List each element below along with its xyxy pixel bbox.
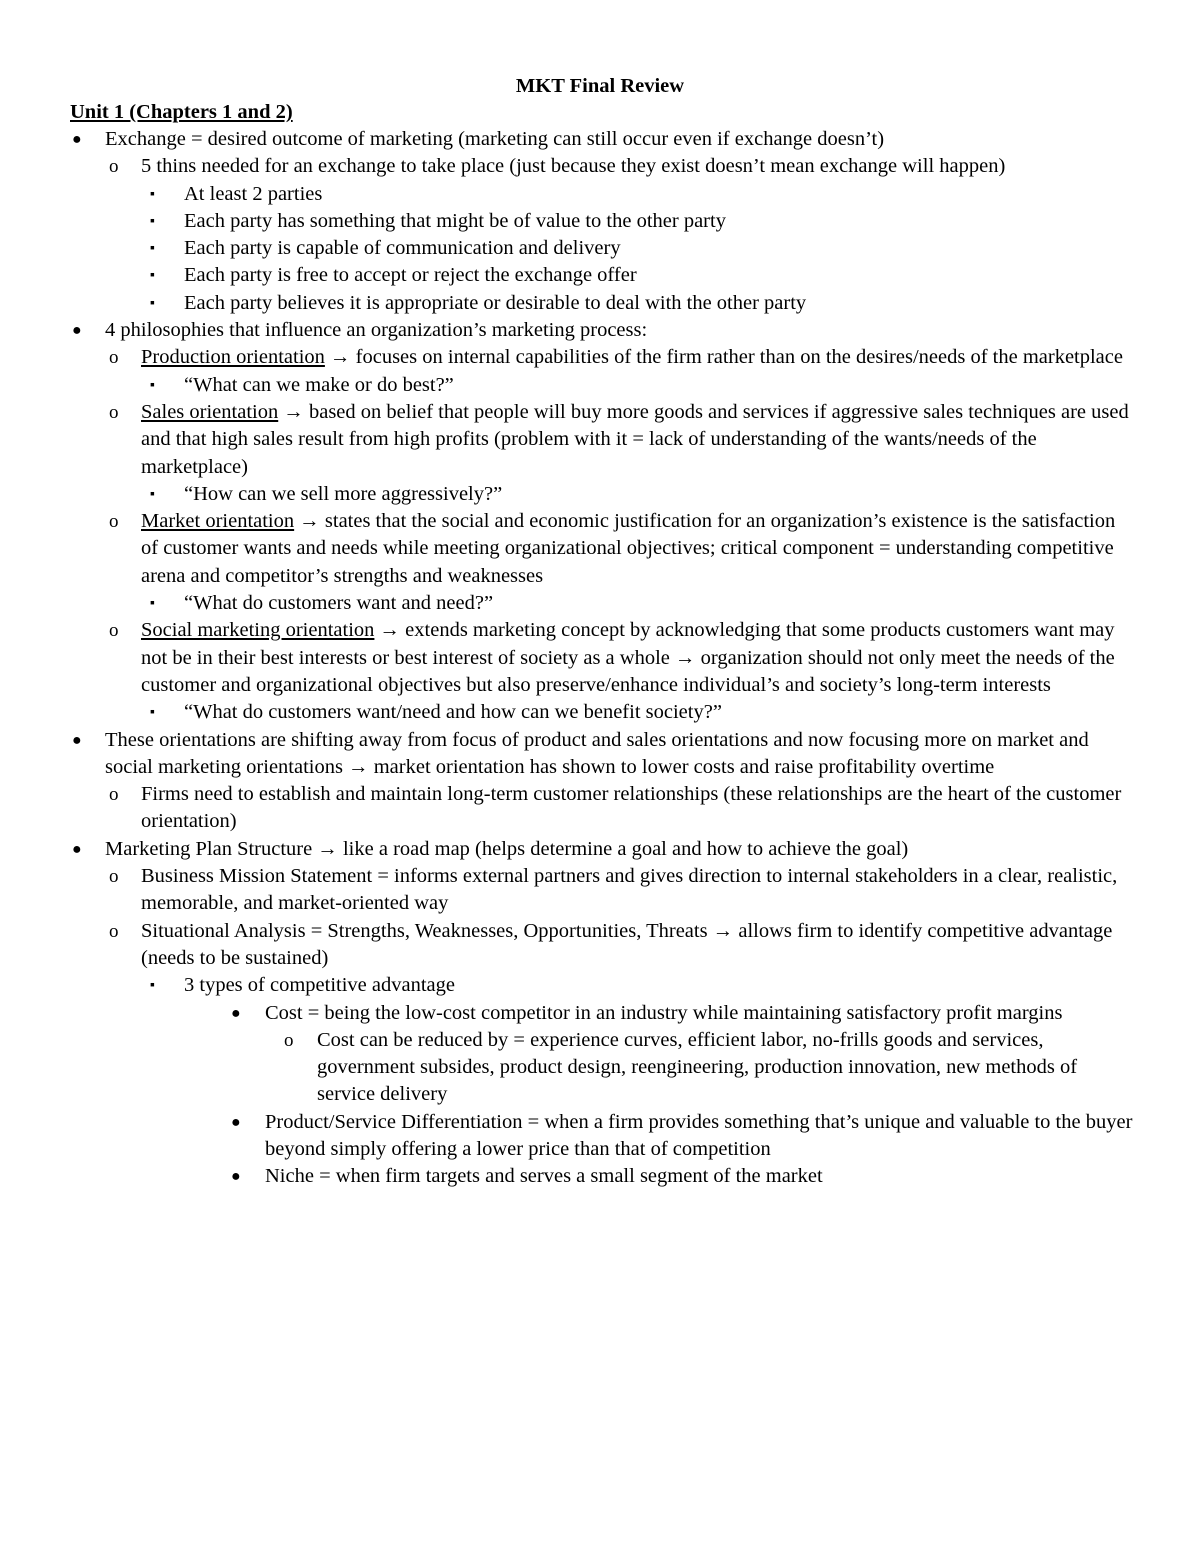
bullet-marker: ▪ (150, 486, 155, 502)
item-text: allows firm to identify competitive advantage (needs to be sustained) (141, 919, 1113, 969)
list-item (231, 1109, 1135, 1164)
arrow-icon: → (348, 755, 369, 778)
item-text: Each party is free to accept or reject the exchange offer (184, 264, 637, 287)
item-text: 5 thins needed for an exchange to take place (just because they exist doesn’t mean exchange will happen) (141, 155, 1006, 178)
bullet-marker: o (109, 866, 119, 888)
item-text: Situational Analysis = Strengths, Weaknesses, Opportunities, Threats (141, 919, 713, 942)
item-text: “How can we sell more aggressively?” (184, 482, 503, 505)
item-text: “What can we make or do best?” (184, 373, 454, 396)
bullet-marker: o (109, 784, 119, 806)
item-text: 3 types of competitive advantage (184, 974, 455, 997)
arrow-icon: → (712, 919, 734, 942)
bullet-marker: ▪ (150, 596, 155, 612)
term: Social marketing orientation (141, 619, 375, 642)
list-item (150, 590, 1134, 617)
item-text: extends marketing concept by acknowledging that some products customers want may not be in their best interests or best interest of society as a whole (141, 619, 1115, 669)
term: Production orientation (141, 346, 325, 369)
bullet-marker: ● (72, 322, 82, 340)
bullet-marker: ● (72, 731, 82, 749)
arrow-icon: → (283, 400, 304, 423)
item-text: focuses on internal capabilities of the firm rather than on the desires/needs of the marketplace (350, 346, 1123, 369)
bullet-marker: ● (231, 1113, 241, 1131)
item-text: At least 2 parties (184, 182, 323, 205)
bullet-marker: o (284, 1029, 294, 1051)
item-text: Niche = when firm targets and serves a small segment of the market (265, 1165, 823, 1188)
item-text: Cost = being the low-cost competitor in an industry while maintaining satisfactory profit margins (265, 1001, 1063, 1024)
list-item (150, 372, 1134, 399)
outline-list (0, 126, 1200, 1191)
item-text: based on belief that people will buy more goods and services if aggressive sales techniques are used and that high sales result from high profits (problem with it = lack of understanding of the wants/needs of the marketplace) (141, 400, 1129, 478)
arrow-icon: → (299, 510, 320, 533)
list-item (150, 481, 1134, 508)
item-text: Cost can be reduced by = experience curves, efficient labor, no-frills goods and services, government subsides, product design, reengineering, production innovation, new methods of service delivery (317, 1028, 1078, 1106)
list-item (150, 262, 1134, 289)
arrow-icon: → (330, 346, 351, 369)
list-item (109, 153, 1131, 180)
bullet-marker: o (109, 620, 119, 642)
bullet-marker: ● (72, 840, 82, 858)
bullet-marker: ▪ (150, 295, 155, 311)
list-item (109, 863, 1131, 918)
list-item (109, 399, 1131, 481)
bullet-marker: o (109, 401, 119, 423)
document-title: MKT Final Review (515, 75, 685, 97)
bullet-marker: o (109, 156, 119, 178)
bullet-marker: o (109, 920, 119, 942)
item-text: Each party believes it is appropriate or desirable to deal with the other party (184, 291, 807, 314)
bullet-marker: ▪ (150, 186, 155, 202)
bullet-marker: ▪ (150, 705, 155, 721)
bullet-marker: ▪ (150, 268, 155, 284)
list-item (150, 699, 1134, 726)
item-text: market orientation has shown to lower costs and raise profitability overtime (368, 755, 995, 778)
bullet-marker: ▪ (150, 241, 155, 257)
list-item (150, 208, 1134, 235)
item-text: organization should not only meet the needs of the customer and organizational objectives but also preserve/enhance individual’s and society’s long-term interests (141, 646, 1115, 696)
list-item (72, 836, 1135, 863)
bullet-marker: ▪ (150, 213, 155, 229)
item-text: states that the social and economic justification for an organization’s existence is the satisfaction of customer wants and needs while meeting organizational objectives; critical component = understanding competitive arena and competitor’s strengths and weaknesses (141, 510, 1116, 587)
list-item (231, 1163, 1135, 1190)
item-text: Marketing Plan Structure (105, 837, 318, 860)
item-text: Each party has something that might be of value to the other party (184, 209, 726, 232)
arrow-icon: → (379, 619, 401, 642)
item-text: “What do customers want and need?” (184, 592, 494, 615)
item-text: These orientations are shifting away from focus of product and sales orientations and now focusing more on market and social marketing orientations (105, 728, 1089, 778)
item-text: like a road map (helps determine a goal and how to achieve the goal) (337, 837, 909, 860)
bullet-marker: ▪ (150, 377, 155, 393)
list-item (231, 1000, 1135, 1027)
arrow-icon: → (675, 646, 696, 669)
unit-heading: Unit 1 (Chapters 1 and 2) (70, 101, 293, 123)
list-item (109, 781, 1131, 836)
list-item (284, 1027, 1132, 1109)
bullet-marker: ● (72, 131, 82, 148)
list-item (150, 181, 1134, 208)
item-text: Each party is capable of communication and delivery (184, 237, 621, 260)
list-item (150, 290, 1134, 317)
list-item (150, 972, 1134, 999)
list-item (72, 727, 1135, 782)
item-text: Exchange = desired outcome of marketing (marketing can still occur even if exchange doesn’t) (105, 128, 885, 150)
item-text: Firms need to establish and maintain long-term customer relationships (these relationships are the heart of the customer orientation) (141, 783, 1122, 833)
bullet-marker: ▪ (150, 978, 155, 994)
term: Market orientation (141, 510, 295, 533)
arrow-icon: → (317, 837, 338, 860)
item-text: Business Mission Statement = informs external partners and gives direction to internal stakeholders in a clear, realistic, memorable, and market-oriented way (141, 865, 1118, 915)
list-item (72, 317, 1135, 344)
item-text: “What do customers want/need and how can we benefit society?” (184, 701, 722, 724)
item-text: 4 philosophies that influence an organization’s marketing process: (105, 319, 648, 342)
bullet-marker: ● (231, 1004, 241, 1022)
list-item (109, 508, 1131, 590)
item-text: Product/Service Differentiation = when a firm provides something that’s unique and valuable to the buyer beyond simply offering a lower price than that of competition (265, 1110, 1133, 1160)
term: Sales orientation (141, 400, 279, 423)
list-item (109, 344, 1131, 371)
list-item (72, 126, 1135, 153)
bullet-marker: o (109, 511, 119, 533)
list-item (109, 918, 1131, 973)
bullet-marker: ● (231, 1168, 241, 1186)
list-item (150, 235, 1134, 262)
list-item (109, 617, 1131, 699)
bullet-marker: o (109, 347, 119, 369)
